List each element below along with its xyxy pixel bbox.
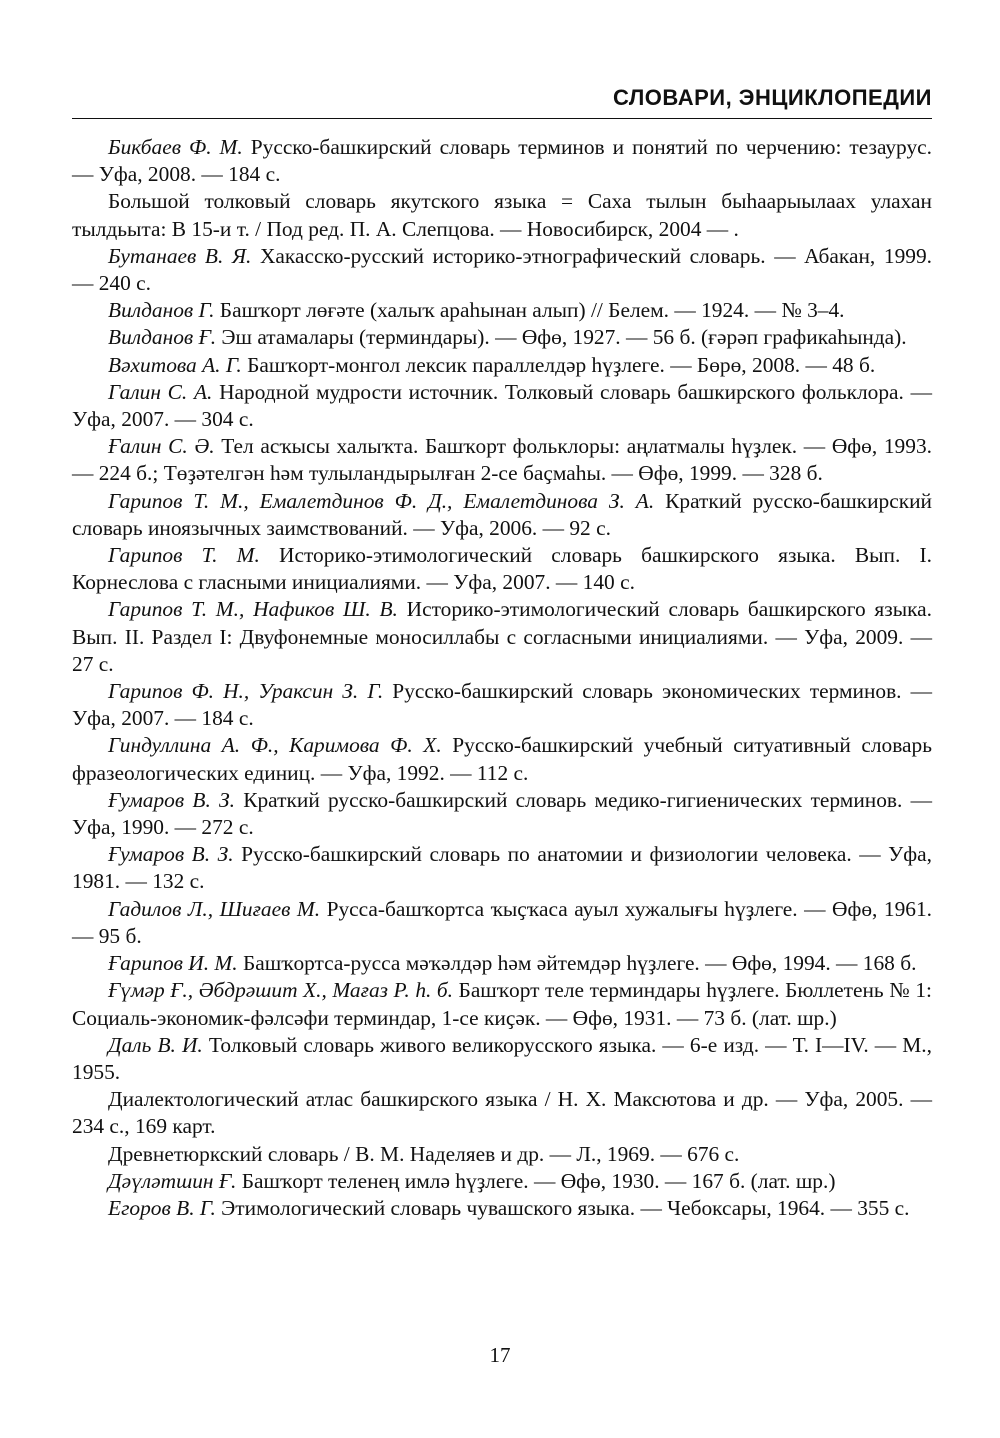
- bibliography-entry: [72, 188, 932, 242]
- entry-text: Башҡорт-монгол лексик параллелдәр hүҙлеге. — Бөрө, 2008. — 48 б.: [241, 352, 876, 377]
- entry-text: Хакасско-русский историко-этнографический словарь. — Абакан, 1999. — 240 с.: [72, 243, 933, 296]
- entry-author: Вәхитова А. Г.: [108, 352, 242, 377]
- bibliography-entry: [72, 977, 932, 1031]
- entry-author: Гарипов Т. М.: [108, 543, 260, 568]
- bibliography-entry: [72, 379, 932, 433]
- entry-text: Краткий русско-башкирский словарь иноязычных заимствований. — Уфа, 2006. — 92 с.: [72, 488, 932, 540]
- bibliography-entry: [72, 1032, 932, 1086]
- bibliography-entry: [72, 896, 932, 950]
- bibliography-entry: [72, 1195, 932, 1222]
- entry-text: Башҡортса-русса мәҡәлдәр hәм әйтемдәр hүҙлеге. — Өфө, 1994. — 168 б.: [237, 951, 917, 976]
- bibliography-entry: [72, 596, 932, 678]
- entry-author: Гарипов Ф. Н., Ураксин З. Г.: [108, 679, 384, 704]
- entry-author: Гадилов Л., Шиғаев М.: [108, 896, 321, 921]
- entry-text: Русско-башкирский словарь экономических терминов. — Уфа, 2007. — 184 с.: [72, 679, 932, 731]
- entry-author: Ғумаров В. З.: [108, 787, 235, 812]
- entry-author: Егоров В. Г.: [108, 1195, 216, 1220]
- entry-text: Этимологический словарь чувашского языка. — Чебоксары, 1964. — 355 с.: [215, 1195, 910, 1220]
- entry-text: Русско-башкирский учебный ситуативный словарь фразеологических единиц. — Уфа, 1992. — 112 с.: [72, 733, 932, 785]
- entry-author: Гарипов Т. М., Емалетдинов Ф. Д., Емалетдинова З. А.: [108, 488, 655, 513]
- entry-text: Краткий русско-башкирский словарь медико-гигиенических терминов. — Уфа, 1990. — 272 с.: [72, 787, 932, 840]
- bibliography-entry: [72, 732, 932, 786]
- entry-author: Вилданов Г.: [108, 298, 215, 323]
- entry-text: Народной мудрости источник. Толковый словарь башкирского фольклора. — Уфа, 2007. — 304 с.: [72, 379, 932, 432]
- bibliography-entry: [72, 433, 932, 487]
- bibliography-entry: [72, 324, 932, 351]
- entry-text: Диалектологический атлас башкирского языка / Н. Х. Максютова и др. — Уфа, 2005. — 234 с., 169 карт.: [72, 1087, 932, 1139]
- entry-author: Ғумаров В. З.: [108, 842, 234, 867]
- entry-author: Бутанаев В. Я.: [108, 243, 252, 268]
- bibliography-entry: [72, 841, 932, 895]
- header-rule: [72, 118, 932, 119]
- entry-author: Гиндуллина А. Ф., Каримова Ф. Х.: [108, 733, 442, 758]
- entry-text: Эш атамалары (терминдары). — Өфө, 1927. — 56 б. (ғәрәп графикаhында).: [216, 325, 907, 350]
- bibliography-entry: [72, 678, 932, 732]
- bibliography-entry: [72, 134, 932, 188]
- bibliography-entry: [72, 542, 932, 596]
- entry-author: Вилданов Ғ.: [108, 325, 217, 350]
- entry-text: Историко-этимологический словарь башкирского языка. Вып. I. Корнеслова с гласными инициалиями. — Уфа, 2007. — 140 с.: [72, 543, 933, 595]
- bibliography-entry: [72, 787, 932, 841]
- entry-author: Галин С. А.: [108, 379, 213, 404]
- entry-author: Ғарипов И. М.: [108, 951, 238, 976]
- entry-text: Башҡорт теленең имлә hүҙлеге. — Өфө, 1930. — 167 б. (лат. шр.): [236, 1168, 836, 1193]
- entry-text: Тел асҡысы халыҡта. Башҡорт фольклоры: аңлатмалы hүҙлек. — Өфө, 1993. — 224 б.; Төҙәтелгән hәм тулыландырылған 2-се баҫмаhы. — Өфө, 1999. — 328 б.: [72, 434, 932, 486]
- entry-text: Толковый словарь живого великорусского языка. — 6-е изд. — Т. I—IV. — М., 1955.: [72, 1032, 932, 1084]
- entry-author: Гарипов Т. М., Нафиков Ш. В.: [108, 597, 398, 622]
- bibliography-entry: [72, 243, 932, 297]
- entry-text: Историко-этимологический словарь башкирского языка. Вып. II. Раздел I: Двуфонемные моносиллабы с согласными инициалиями. — Уфа, 2009. — 27 с.: [72, 597, 932, 676]
- entry-author: Даль В. И.: [108, 1032, 203, 1057]
- entry-author: Дәүләтшин Ғ.: [108, 1168, 237, 1193]
- bibliography-entry: [72, 1086, 932, 1140]
- entry-text: Русско-башкирский словарь терминов и понятий по черчению: тезаурус. — Уфа, 2008. — 184 с.: [72, 135, 932, 187]
- bibliography-list: [72, 134, 932, 1222]
- entry-author: Ғүмәр Ғ., Әбдрәшит Х., Мағаз Р. һ. б.: [108, 978, 453, 1003]
- bibliography-entry: [72, 352, 932, 379]
- entry-text: Русса-башҡортса ҡыҫҡаса ауыл хужалығы hүҙлеге. — Өфө, 1961. — 95 б.: [72, 896, 932, 948]
- entry-text: Большой толковый словарь якутского языка = Саха тылын быhаарыылаах улахан тылдьыта: В 15-и т. / Под ред. П. А. Слепцова. — Новосибирск, 2004 — .: [72, 189, 932, 241]
- entry-text: Русско-башкирский словарь по анатомии и физиологии человека. — Уфа, 1981. — 132 с.: [72, 842, 933, 894]
- bibliography-entry: [72, 1168, 932, 1195]
- bibliography-entry: [72, 1141, 932, 1168]
- running-head: СЛОВАРИ, ЭНЦИКЛОПЕДИИ: [613, 85, 932, 110]
- bibliography-entry: [72, 950, 932, 977]
- entry-text: Башҡорт лөғәте (халыҡ араhынан алып) // Белем. — 1924. — № 3–4.: [214, 298, 845, 323]
- entry-author: Бикбаев Ф. М.: [108, 135, 243, 159]
- entry-author: Ғалин С. Ә.: [108, 434, 215, 459]
- bibliography-entry: [72, 297, 932, 324]
- entry-text: Древнетюркский словарь / В. М. Наделяев и др. — Л., 1969. — 676 с.: [108, 1141, 740, 1166]
- entry-text: Башҡорт теле терминдары hүҙлеге. Бюллетень № 1: Социаль-экономик-фәлсәфи терминдар, 1-се киҫәк. — Өфө, 1931. — 73 б. (лат. шр.): [72, 978, 932, 1030]
- bibliography-entry: [72, 488, 932, 542]
- page-number: 17: [489, 1343, 511, 1367]
